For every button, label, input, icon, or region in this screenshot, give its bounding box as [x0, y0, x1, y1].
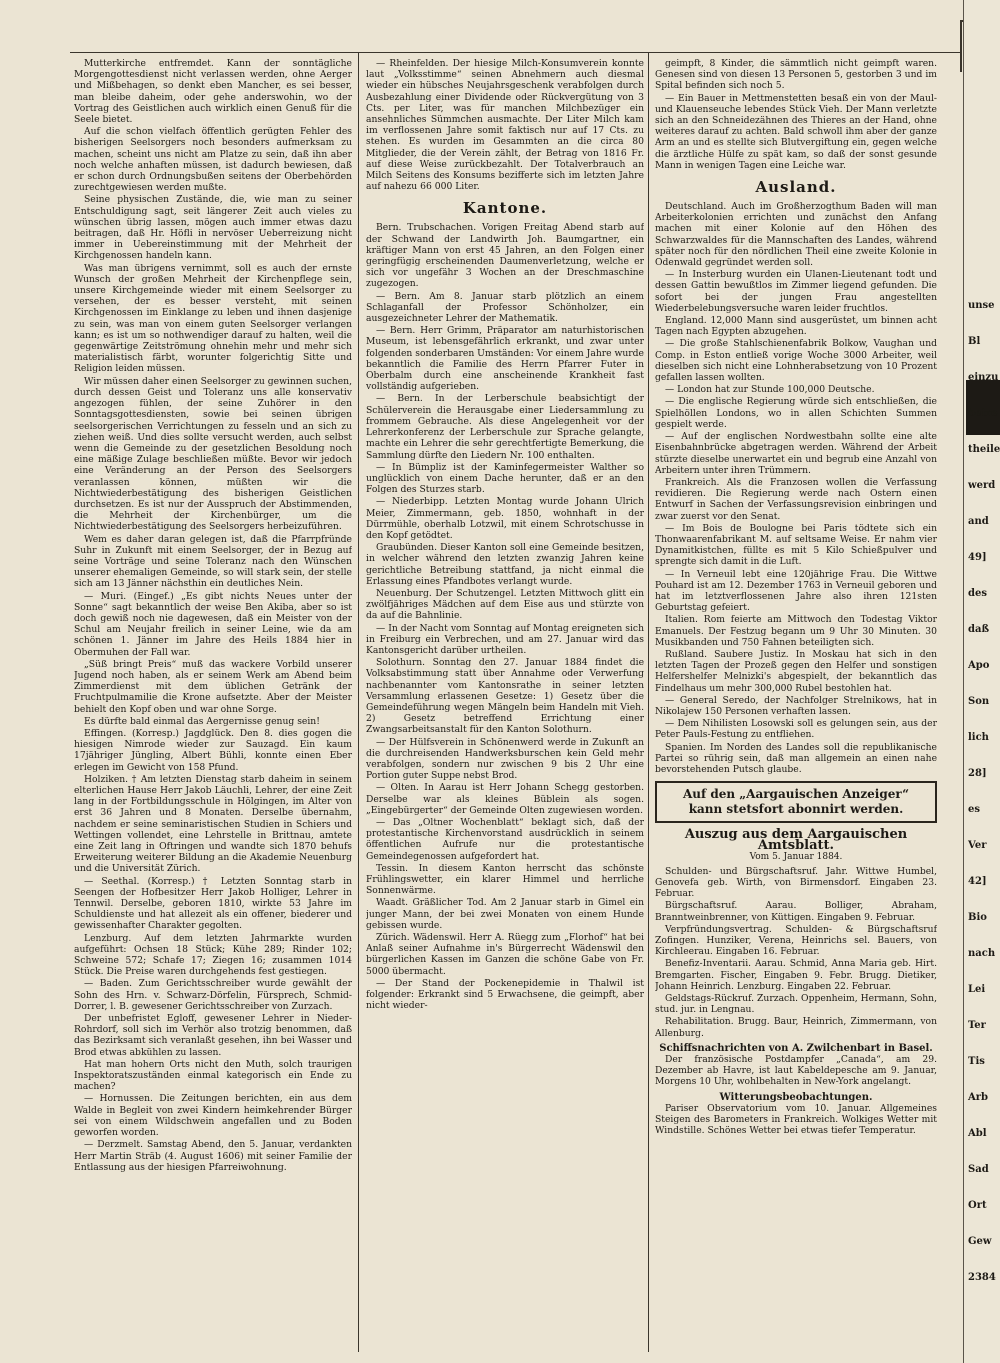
adjacent-page-fragment: 42] [968, 876, 987, 887]
article-paragraph: — General Seredo, der Nachfolger Strelnikows, hat in Nikolajew 150 Personen verhaften lassen. [655, 694, 937, 717]
section-heading-kantone: Kantone. [462, 199, 548, 218]
article-paragraph: Frankreich. Als die Franzosen wollen die Verfassung revidieren. Die Regierung werde nach Ostern einen Entwurf in Sachen der Verfassungsrevision einbringen und zwar zuerst vor den Senat. [655, 476, 937, 522]
article-paragraph: Der unbefristet Egloff, gewesener Lehrer in Nieder-Rohrdorf, soll sich im Verhör also trotzig benommen, daß das Bezirksamt sich veranlaßt gesehen, ihn bei Wasser und Brod etwas abkühlen zu lassen. [74, 1013, 352, 1058]
article-paragraph: — In der Nacht vom Sonntag auf Montag ereigneten sich in Freiburg ein Verbrechen, und am 27. Januar wird das Kantonsgericht darüber urtheilen. [366, 622, 644, 656]
article-paragraph: Italien. Rom feierte am Mittwoch den Todestag Viktor Emanuels. Der Festzug begann um 9 Uhr 30 Minuten. 30 Musikbanden und 750 Fahnen beteiligten sich. [655, 614, 937, 648]
adjacent-page-fragment: werd [968, 480, 996, 491]
article-paragraph: Seine physischen Zustände, die, wie man zu seiner Entschuldigung sagt, seit längerer Zeit auch vieles zu wünschen übrig lassen, mögen auch immer etwas dazu beitragen, daß Hr. Höfli in nervöser Ueberreizung nicht immer in Uebereinstimmung mit der Mehrheit der Kirchgenossen handeln kann. [74, 194, 352, 262]
adjacent-page-fragment: Ort [968, 1200, 987, 1211]
ad-line-2: kann stetsfort abonnirt werden. [688, 802, 904, 817]
article-paragraph: England. 12,000 Mann sind ausgerüstet, um binnen acht Tagen nach Egypten abzugehen. [655, 315, 937, 338]
adjacent-page-fragment: einzu [968, 372, 999, 383]
article-paragraph: — Im Bois de Boulogne bei Paris tödtete sich ein Thonwaarenfabrikant M. auf seltsame Weise. Er nahm vier Dynamitkistchen, füllte es mit 5 Kilo Schießpulver und sprengte sich damit in die Luft. [655, 522, 937, 568]
adjacent-page-fragment: Tis [968, 1056, 985, 1067]
article-paragraph: — Seethal. (Korresp.) † Letzten Sonntag starb in Seengen der Hofbesitzer Herr Jakob Holliger, Lehrer in Tennwil. Derselbe, geboren 1810, wirkte 53 Jahre im Schuldienste und hat allezeit als ein offener, biederer und gewissenhafter Charakter gegolten. [74, 875, 352, 932]
adjacent-page-fragment: 2384 [968, 1272, 996, 1283]
article-paragraph: — Die große Stahlschienenfabrik Bolkow, Vaughan und Comp. in Eston entließ vorige Woche 3000 Arbeiter, weil dieselben sich nicht eine Lohnherabsetzung von 10 Prozent gefallen lassen wollten. [655, 338, 937, 384]
col2-intro [366, 58, 644, 192]
adjacent-page-fragment: Arb [968, 1092, 989, 1103]
col3-intro [655, 58, 937, 171]
article-paragraph: Wir müssen daher einen Seelsorger zu gewinnen suchen, durch dessen Geist und Toleranz uns alle konservativ angezogen fühlen, der seine Zuhörer in den Sonntagsgottesdiensten, sowie bei seinen übrigen seelsorgerischen Verrichtungen zu fesseln und an sich zu ziehen weiß. Und dies sollte versucht werden, auch selbst wenn die Gemeinde zu der gesetzlichen Besoldung noch eine mäßige Zulage beschließen müßte. Bevor wir jedoch eine Veränderung an der Person des Seelsorgers veranlassen können, müßten wir die Nichtwiederbestätigung des bisherigen Geistlichen durchsetzen. Es ist nur der Ausspruch der Abstimmenden, die Mehrheit der Kirchenbürger, um die Nichtwiederbestätigung des Seelsorgers herbeizuführen. [74, 375, 352, 533]
article-paragraph: Mutterkirche entfremdet. Kann der sonntägliche Morgengottesdienst nicht verlassen werden, ohne Aerger und Mißbehagen, so denkt eben Mancher, es sei besser, man bleibe daheim, oder gehe anderswohin, wo der Vortrag des Geistlichen auch wirklich einen Genuß für die Seele bietet. [74, 58, 352, 126]
article-paragraph: Wem es daher daran gelegen ist, daß die Pfarrpfründe Suhr in Zukunft mit einem Seelsorger, der in Bezug auf seine Vorträge und seine Toleranz nach den Wünschen unserer ehemaligen Gemeinde, so will stark sein, der stelle sich am 13 Jänner nächsthin ein deutliches Nein. [74, 533, 352, 590]
col3-ausland-text [655, 201, 937, 775]
adjacent-page-fragment: des [968, 588, 987, 599]
article-paragraph: — Der Stand der Pockenepidemie in Thalwil ist folgender: Erkrankt sind 5 Erwachsene, die geimpft, aber nicht wieder- [366, 977, 644, 1012]
article-paragraph: Lenzburg. Auf dem letzten Jahrmarkte wurden aufgeführt: Ochsen 18 Stück; Kühe 289; Rinder 102; Schweine 572; Schafe 17; Ziegen 16; zusammen 1014 Stück. Die Preise waren durchgehends fest gestiegen. [74, 932, 352, 978]
col2-kantone-text [366, 222, 644, 1011]
witterung-text: Pariser Observatorium vom 10. Januar. Allgemeines Steigen des Barometers in Frankreich. Wolkiges Wetter mit Windstille. Schönes Wetter bei etwas tiefer Temperatur. [655, 1102, 937, 1137]
amtsblatt-date: Vom 5. Januar 1884. [749, 851, 843, 862]
article-paragraph: Bürgschaftsruf. Aarau. Bolliger, Abraham, Branntweinbrenner, von Küttigen. Eingaben 9. Februar. [655, 900, 937, 923]
article-paragraph: — Dem Nihilisten Losowski soll es gelungen sein, aus der Peter Pauls-Festung zu entfliehen. [655, 718, 937, 741]
article-paragraph: Graubünden. Dieser Kanton soll eine Gemeinde besitzen, in welcher während den letzten zwanzig Jahren keine gerichtliche Betreibung stattfand, ja nicht einmal die Erlassung eines Pfandbotes verlangt wurde. [366, 542, 644, 587]
amtsblatt-entries [655, 866, 937, 1039]
adjacent-page-fragment: Apo [968, 660, 990, 671]
adjacent-page-fragment: es [968, 804, 980, 815]
article-paragraph: Rußland. Saubere Justiz. In Moskau hat sich in den letzten Tagen der Prozeß gegen den Helfer und sonstigen Helfershelfer Melnizki's abgespielt, der bekanntlich das Findelhaus um mehr 300,000 Rubel bestohlen hat. [655, 648, 937, 694]
article-paragraph: Neuenburg. Der Schutzengel. Letzten Mittwoch glitt ein zwölfjähriges Mädchen auf dem Eise aus und stürzte von da auf die Bahnlinie. [366, 587, 644, 622]
article-paragraph: — Bern. Am 8. Januar starb plötzlich an einem Schlaganfall der Professor Schönholzer, ein ausgezeichneter Lehrer der Mathematik. [366, 290, 644, 325]
article-paragraph: — Bern. Herr Grimm, Präparator am naturhistorischen Museum, ist lebensgefährlich erkrankt, und zwar unter folgenden sonderbaren Umständen: Vor einem Jahre wurde bekanntlich die Familie des Herrn Pfarrer Futer in Oberbalm durch eine anscheinende Krankheit fast vollständig aufgerieben. [366, 325, 644, 393]
article-paragraph: Schulden- und Bürgschaftsruf. Jahr. Wittwe Humbel, Genovefa geb. Wirth, von Birmensdorf. Eingaben 23. Februar. [655, 865, 937, 900]
adjacent-page-fragment: Abl [968, 1128, 987, 1139]
article-paragraph: Verpfründungsvertrag. Schulden- & Bürgschaftsruf Zofingen. Hunziker, Verena, Heinrichs sel. Bauers, von Kirchleerau. Eingaben 16. Februar. [655, 923, 937, 958]
adjacent-page-fragment: nach [968, 948, 996, 959]
adjacent-page-strip [963, 0, 1000, 1363]
adjacent-page-fragment: Sad [968, 1164, 989, 1175]
article-paragraph: Was man übrigens vernimmt, soll es auch der ernste Wunsch der großen Mehrheit der Kirchenpflege sein, unsere Kirchgemeinde wieder mit einem Seelsorger zu versehen, der es besser versteht, mit seinen Kirchgenossen im Einklange zu leben und ihnen dasjenige zu sein, was man von einem guten Seelsorger verlangen kann; es ist um so nothwendiger darauf zu halten, weil die gegenwärtige Zeitströmung ohnehin mehr und mehr sich materialistisch färbt, worunter folgerichtig Sitte und Religion leiden müssen. [74, 262, 352, 375]
adjacent-page-fragment: and [968, 516, 989, 527]
article-paragraph: — Hornussen. Die Zeitungen berichten, ein aus dem Walde in Begleit von zwei Kindern heimkehrender Bürger sei von einem Wildschwein angefallen und zu Boden geworfen worden. [74, 1093, 352, 1139]
adjacent-page-fragment: daß [968, 624, 990, 635]
article-paragraph: Solothurn. Sonntag den 27. Januar 1884 findet die Volksabstimmung statt über Annahme oder Verwerfung nachbenannter vom Kantonsrathe in seiner letzten Versammlung erlassenen Gesetze: 1) Gesetz über die Gemeindeführung wegen Mängeln beim Handeln mit Vieh. 2) Gesetz betreffend Errichtung einer Zwangsarbeitsanstalt für den Kanton Solothurn. [366, 657, 644, 736]
article-paragraph: Benefiz-Inventarii. Aarau. Schmid, Anna Maria geb. Hirt. Bremgarten. Fischer, Eingaben 9. Febr. Brugg. Dietiker, Johann Heinrich. Lenzburg. Eingaben 22. Februar. [655, 958, 937, 992]
col1-text [74, 58, 352, 1173]
article-paragraph: — Baden. Zum Gerichtsschreiber wurde gewählt der Sohn des Hrn. v. Schwarz-Dörfelin, Fürsprech, Schmid-Dorrer, l. B. gewesener Gerichtsschreiber von Zurzach. [74, 978, 352, 1012]
article-paragraph: — London hat zur Stunde 100,000 Deutsche. [665, 384, 875, 396]
article-paragraph: Es dürfte bald einmal das Aergernisse genug sein! [84, 715, 320, 727]
witterung-title: Witterungsbeobachtungen. [719, 1091, 873, 1103]
article-paragraph: „Süß bringt Preis“ muß das wackere Vorbild unserer Jugend noch haben, als er seinem Werk am Abend beim Zimmerdienst mit dem üblichen Getränk der Fruchtpulmamilie die Krone aufsetzte. Aber der Meister behielt den Kopf oben und war ohne Sorge. [74, 658, 352, 715]
adjacent-page-fragment: unse [968, 300, 995, 311]
column-3 [655, 58, 937, 1353]
adjacent-page-fragment: theile [968, 444, 1000, 455]
schiff-title: Schiffsnachrichten von A. Zwilchenbart in Basel. [659, 1042, 933, 1054]
ad-line-1: Auf den „Aargauischen Anzeiger“ [682, 787, 910, 802]
article-paragraph: Holziken. † Am letzten Dienstag starb daheim in seinem elterlichen Hause Herr Jakob Läuchli, Lehrer, der eine Zeit lang in der Fortbildungsschule in Hölgingen, im Alter von erst 36 Jahren und 8 Monaten. Derselbe übernahm, nachdem er seine seminaristischen Studien in Schiers und Wettingen vollendet, eine Lehrstelle in Brittnau, amtete eine Zeit lang in Oftringen und wandte sich 1870 behufs Erweiterung weiterer Bildung an die Akademie Neuenburg und die Universität Zürich. [74, 773, 352, 875]
adjacent-page-fragment: Ter [968, 1020, 986, 1031]
subscription-ad [655, 781, 937, 823]
article-paragraph: — Der Hülfsverein in Schönenwerd werde in Zukunft an die durchreisenden Handwerksburschen kein Geld mehr verabfolgen, sondern nur zwischen 9 bis 2 Uhr eine Portion guter Suppe nebst Brod. [366, 736, 644, 782]
article-paragraph: Deutschland. Auch im Großherzogthum Baden will man Arbeiterkolonien errichten und zunächst den Anfang machen mit einer Kolonie auf den Höhen des Schwarzwaldes für die Mannschaften des Landes, während später noch für den nördlichen Theil eine zweite Kolonie in Odenwald gegründet werden soll. [655, 201, 937, 269]
adjacent-page-fragment: Bio [968, 912, 987, 923]
column-divider [648, 52, 649, 1352]
article-paragraph: — Ein Bauer in Mettmenstetten besaß ein von der Maul- und Klauenseuche lebendes Stück Vieh. Der Mann verletzte sich an den Schneidezähnen des Thieres an der Hand, ohne weiteres darauf zu achten. Bald schwoll ihm aber der ganze Arm an und es stellte sich Blutvergiftung ein, gegen welche die ärztliche Hülfe zu spät kam, so daß der sonst gesunde Mann in wenigen Tagen eine Leiche war. [655, 92, 937, 171]
adjacent-page-fragment: Ver [968, 840, 987, 851]
article-paragraph: Waadt. Gräßlicher Tod. Am 2 Januar starb in Gimel ein junger Mann, der bei zwei Monaten von einem Hunde gebissen wurde. [366, 897, 644, 931]
article-paragraph: Effingen. (Korresp.) Jagdglück. Den 8. dies gogen die hiesigen Nimrode wieder zur Sauzagd. Ein kaum 17jähriger Jüngling, Albert Bühli, konnte einen Eber erlegen im Gewicht von 158 Pfund. [74, 727, 352, 773]
article-paragraph: Bern. Trubschachen. Vorigen Freitag Abend starb auf der Schwand der Landwirth Joh. Baumgartner, ein kräftiger Mann von erst 45 Jahren, an den Folgen einer geringfügig erscheinenden Daumenverletzung, welche er sich vor ungefähr 3 Wochen an der Dreschmaschine zugezogen. [366, 222, 644, 290]
adjacent-page-fragment: Bl [968, 336, 981, 347]
adjacent-page-fragment: betre [968, 408, 998, 419]
adjacent-page-fragment: 49] [968, 552, 987, 563]
column-2 [366, 58, 644, 1353]
adjacent-page-fragment: 28] [968, 768, 987, 779]
article-paragraph: — Muri. (Eingef.) „Es gibt nichts Neues unter der Sonne“ sagt bekanntlich der weise Ben Akiba, aber so ist doch gewiß noch nie dagewesen, daß ein Meister von der Schul am Neujahr freilich in seiner Leine, wie da am schönen 1. Jänner im Jahre des Heils 1884 hier in Obermuhen der Fall war. [74, 590, 352, 658]
article-paragraph: — Auf der englischen Nordwestbahn sollte eine alte Eisenbahnbrücke abgetragen werden. Während der Arbeit stürzte dieselbe unerwartet ein und begrub eine Anzahl von Arbeitern unter ihren Trümmern. [655, 431, 937, 476]
adjacent-page-fragment: Lei [968, 984, 986, 995]
article-paragraph: — In Insterburg wurden ein Ulanen-Lieutenant todt und dessen Gattin bewußtlos im Zimmer liegend gefunden. Die sofort bei der jungen Frau angestellten Wiederbelebungsversuche waren leider fruchtlos. [655, 269, 937, 314]
article-paragraph: Hat man hohern Orts nicht den Muth, solch traurigen Inspektoratszuständen einmal kategorisch ein Ende zu machen? [74, 1058, 352, 1093]
article-paragraph: — Das „Oltner Wochenblatt“ beklagt sich, daß der protestantische Kirchenvorstand ausdrücklich in seinem öffentlichen Aufrufe nur die protestantische Gemeindegenossen aufgefordert hat. [366, 817, 644, 862]
article-paragraph: — Bern. In der Lerberschule beabsichtigt der Schülerverein die Herausgabe einer Liedersammlung zu frommem Gebrauche. Als diese Angelegenheit vor der Lehrerkonferenz der Lerberschule zur Sprache gelangte, machte ein Lehrer die sehr gerechtfertigte Bemerkung, die Sammlung dürfte den Liedern Nr. 100 enthalten. [366, 393, 644, 461]
article-paragraph: — Rheinfelden. Der hiesige Milch-Konsumverein konnte laut „Volksstimme“ seinen Abnehmern auch diesmal wieder ein hübsches Neujahrsgeschenk verabfolgen durch Ausbezahlung einer Dividende oder Rückvergütung von 3 Cts. per Liter, was für manchen Milchbezüger ein ansehnliches Sümmchen ausmachte. Der Liter Milch kam im verflossenen Jahre somit faktisch nur auf 17 Cts. zu stehen. Es wurden im Gesammten an die circa 80 Mitglieder, die der Verein zählt, der Betrag von 1816 Fr. auf diese Weise zurückbezahlt. Der Totalverbrauch an Milch Seitens des Konsums bezifferte sich im letzten Jahre auf nahezu 66 000 Liter. [366, 58, 644, 193]
adjacent-page-fragment: Son [968, 696, 990, 707]
article-paragraph: Rehabilitation. Brugg. Baur, Heinrich, Zimmermann, von Allenburg. [655, 1016, 937, 1039]
article-paragraph: Auf die schon vielfach öffentlich gerügten Fehler des bisherigen Seelsorgers noch besonders aufmerksam zu machen, scheint uns nicht am Platze zu sein, daß ihn aber noch welche anhaften müssen, ist dadurch bewiesen, daß er schon durch Ordnungsbußen seitens der Oberbehörden zurechtgewiesen werden mußte. [74, 126, 352, 194]
article-paragraph: Zürich. Wädenswil. Herr A. Rüegg zum „Florhof“ hat bei Anlaß seiner Aufnahme in's Bürgerrecht Wädenswil den bürgerlichen Kassen im Ganzen die schöne Gabe von Fr. 5000 übermacht. [366, 932, 644, 977]
article-paragraph: — Niederbipp. Letzten Montag wurde Johann Ulrich Meier, Zimmermann, geb. 1850, wohnhaft in der Dürrmühle, oberhalb Lotzwil, mit einem Schrotschusse in den Kopf getödtet. [366, 496, 644, 541]
article-paragraph: Geldstags-Rückruf. Zurzach. Oppenheim, Hermann, Sohn, stud. jur. in Lengnau. [655, 993, 937, 1016]
schiff-text: Der französische Postdampfer „Canada“, am 29. Dezember ab Havre, ist laut Kabeldepesche am 9. Januar, Morgens 10 Uhr, wohlbehalten in New-York angelangt. [655, 1054, 937, 1088]
article-paragraph: — Olten. In Aarau ist Herr Johann Schegg gestorben. Derselbe war als kleines Büblein als sogen. „Eingebürgerter“ der Gemeinde Olten zugewiesen worden. [366, 782, 644, 816]
article-paragraph: — In Verneuil lebt eine 120jährige Frau. Die Wittwe Pouhard ist am 12. Dezember 1763 in Verneuil geboren und hat im letztverflossenen Jahre also ihren 121sten Geburtstag gefeiert. [655, 568, 937, 614]
column-divider [358, 52, 359, 1352]
article-paragraph: — Derzmelt. Samstag Abend, den 5. Januar, verdankten Herr Martin Sträb (4. August 1606) mit seiner Familie der Entlassung aus der hiesigen Pfarreiwohnung. [74, 1139, 352, 1173]
article-paragraph: — Die englische Regierung würde sich entschließen, die Spielhöllen Londons, wo in allen Schichten Summen gespielt werde. [655, 396, 937, 430]
column-1 [74, 58, 352, 1353]
article-paragraph: Spanien. Im Norden des Landes soll die republikanische Partei so rührig sein, daß man allgemein an einen nahe bevorstehenden Putsch glaube. [655, 741, 937, 775]
section-heading-ausland: Ausland. [755, 178, 837, 197]
article-paragraph: — In Bümpliz ist der Kaminfegermeister Walther so unglücklich von einem Dache herunter, daß er an den Folgen des Sturzes starb. [366, 461, 644, 496]
article-paragraph: Tessin. In diesem Kanton herrscht das schönste Frühlingswetter, ein klarer Himmel und herrliche Sonnenwärme. [366, 862, 644, 897]
adjacent-page-fragment: lich [968, 732, 989, 743]
column-top-rule [70, 52, 960, 53]
article-paragraph: geimpft, 8 Kinder, die sämmtlich nicht geimpft waren. Genesen sind von diesen 13 Personen 5, gestorben 3 und im Spital befinden sich noch 5. [655, 58, 937, 92]
amtsblatt-title: Auszug aus dem Aargauischen Amtsblatt. [684, 827, 908, 854]
adjacent-page-fragment: Gew [968, 1236, 992, 1247]
